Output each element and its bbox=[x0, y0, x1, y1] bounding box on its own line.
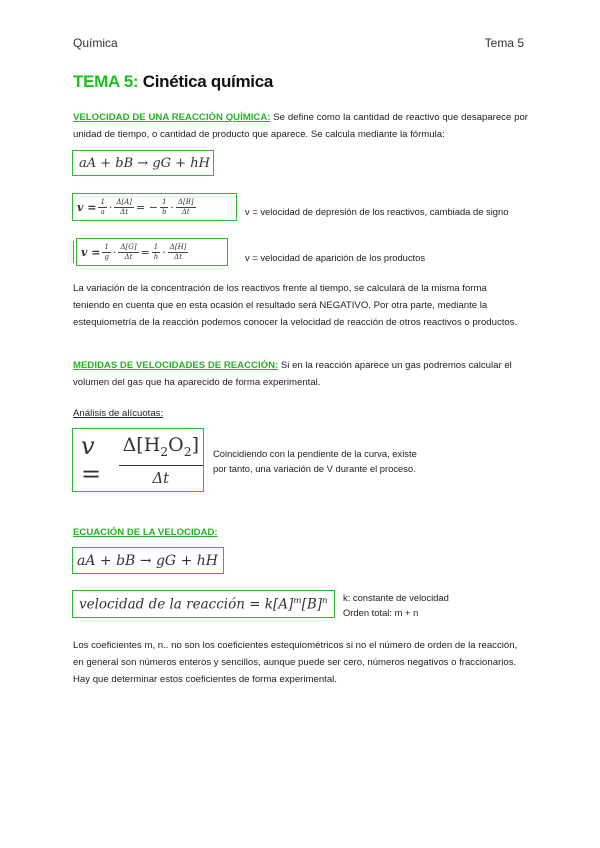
formula-v: v = bbox=[77, 200, 97, 214]
aliquot-numerator bbox=[119, 432, 203, 466]
fraction-num: Δ[A] bbox=[116, 197, 132, 206]
fraction bbox=[98, 198, 106, 217]
fraction-num: Δ[G] bbox=[120, 242, 137, 251]
section-velocity-paragraph bbox=[73, 109, 528, 143]
section-velocity-heading: VELOCIDAD DE UNA REACCIÓN QUÍMICA: bbox=[73, 112, 271, 123]
section-measures-heading: MEDIDAS DE VELOCIDADES DE REACCIÓN: bbox=[73, 360, 279, 371]
num-sub: 2 bbox=[160, 444, 169, 459]
section-velocity-text: Se define como la cantidad de reactivo que desaparece por unidad de tiempo, o cantidad de producto que aparece. Se calcula mediante la fórmula: bbox=[73, 112, 528, 140]
equals-operator: = − bbox=[136, 200, 158, 214]
fraction-den: g bbox=[104, 252, 109, 261]
title-prefix: TEMA 5: bbox=[73, 72, 139, 91]
fraction-den: b bbox=[161, 207, 167, 216]
reaction-equation: aA + bB → gG + hH bbox=[79, 155, 210, 171]
section-measures-paragraph bbox=[73, 357, 523, 391]
rate-law-exponent: n bbox=[322, 595, 328, 606]
reaction-equation-box bbox=[72, 150, 214, 176]
rate-law-text: [B] bbox=[301, 596, 323, 613]
rate-law-text: velocidad de la reacción = k[A] bbox=[79, 596, 294, 613]
title-text: Cinética química bbox=[142, 72, 274, 91]
aliquot-caption-line2: por tanto, una variación de V durante el proceso. bbox=[213, 463, 416, 474]
formula-products-caption: v = velocidad de aparición de los productos bbox=[245, 252, 426, 263]
dot-operator: · bbox=[162, 245, 166, 259]
dot-operator: · bbox=[170, 200, 174, 214]
reaction-equation-box-2 bbox=[72, 547, 224, 574]
reaction-equation-2: aA + bB → gG + hH bbox=[77, 552, 218, 569]
fraction-num: 1 bbox=[100, 197, 105, 206]
dot-operator: · bbox=[112, 245, 117, 259]
formula-products-box bbox=[76, 238, 228, 266]
rate-law-exponent: m bbox=[293, 595, 302, 606]
section-rate-equation-heading: ECUACIÓN DE LA VELOCIDAD: bbox=[73, 527, 218, 538]
rate-law-caption bbox=[343, 590, 449, 620]
equals-operator: = bbox=[140, 245, 150, 259]
section-rate-equation-paragraph bbox=[73, 524, 528, 541]
formula-reactives-box bbox=[72, 193, 237, 221]
header-subject: Química bbox=[73, 36, 118, 50]
fraction-num: 1 bbox=[104, 242, 109, 251]
num-part: Δ[H bbox=[122, 434, 161, 457]
fraction-den: Δt bbox=[124, 252, 133, 261]
formula-reactives-caption: v = velocidad de depresión de los reactivos, cambiada de signo bbox=[245, 206, 509, 217]
page-title bbox=[73, 72, 273, 92]
aliquot-v: v = bbox=[81, 432, 102, 488]
aliquot-fraction bbox=[119, 432, 203, 488]
fraction bbox=[176, 198, 196, 217]
rate-law-caption-line2: Orden total: m + n bbox=[343, 607, 419, 618]
fraction-den: Δt bbox=[120, 207, 129, 216]
fraction-num: Δ[B] bbox=[177, 197, 194, 206]
fraction bbox=[152, 243, 161, 262]
section-measures-text: Si en la reacción aparece un gas podremos calcular el volumen del gas que ha aparecido de forma experimental. bbox=[73, 360, 512, 388]
fraction-den: a bbox=[100, 207, 105, 216]
aliquot-heading: Análisis de alícuotas: bbox=[73, 408, 164, 419]
header-topic: Tema 5 bbox=[484, 36, 524, 50]
fraction-num: 1 bbox=[161, 197, 167, 206]
aliquot-denominator: Δt bbox=[152, 468, 170, 487]
fraction-den: h bbox=[153, 252, 159, 261]
fraction-num: 1 bbox=[153, 242, 159, 251]
concentration-paragraph: La variación de la concentración de los reactivos frente al tiempo, se calculará de la misma forma teniendo en cuenta que en esta ocasión el resultado será NEGATIVO. Por otra parte, mediante la estequiometría de la reacción podemos conocer la velocidad de reacción de otros reactivos o productos. bbox=[73, 283, 518, 328]
num-part: ] bbox=[191, 434, 199, 457]
dot-operator: · bbox=[108, 200, 113, 214]
fraction bbox=[160, 198, 168, 217]
fraction-den: Δt bbox=[174, 252, 183, 261]
fraction bbox=[114, 198, 134, 217]
fraction bbox=[118, 243, 138, 262]
aliquot-caption bbox=[213, 446, 417, 476]
aliquot-caption-line1: Coincidiendo con la pendiente de la curva, existe bbox=[213, 448, 417, 459]
aliquot-formula-box bbox=[72, 428, 204, 492]
double-border-line bbox=[73, 241, 74, 263]
rate-law-box bbox=[72, 590, 335, 618]
fraction bbox=[102, 243, 110, 262]
fraction-num: Δ[H] bbox=[169, 242, 187, 251]
coefficients-paragraph: Los coeficientes m, n.. no son los coeficientes estequiométricos si no el número de orden de la reacción, en general son números enteros y sencillos, aunque puede ser cero, números negativos o fraccionarios. Hay que determinar estos coeficientes de forma experimental. bbox=[73, 640, 518, 685]
fraction bbox=[168, 243, 189, 262]
rate-law bbox=[79, 596, 328, 613]
fraction-den: Δt bbox=[181, 207, 190, 216]
num-part: O bbox=[168, 434, 184, 457]
rate-law-caption-line1: k: constante de velocidad bbox=[343, 592, 449, 603]
formula-v: v = bbox=[81, 245, 101, 259]
num-sub: 2 bbox=[183, 444, 192, 459]
